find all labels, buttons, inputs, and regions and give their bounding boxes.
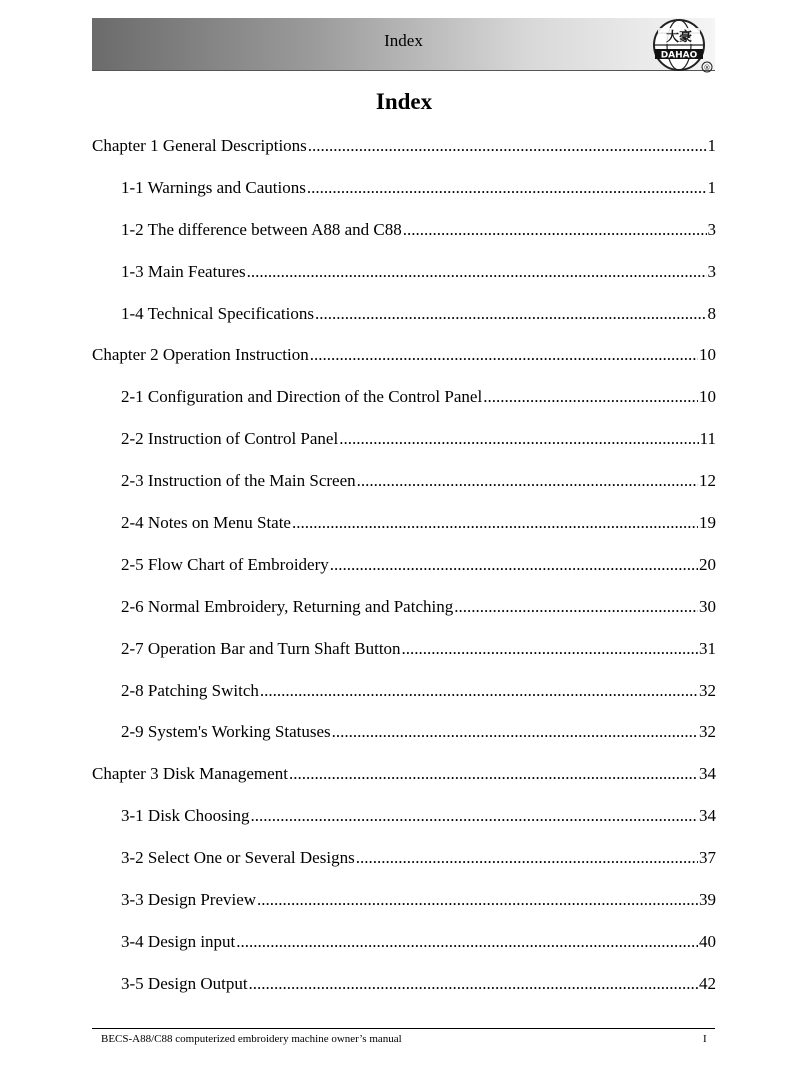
toc-entry-page: 1 xyxy=(707,177,716,197)
toc-dot-leader xyxy=(289,760,698,788)
dahao-logo-icon xyxy=(649,18,715,74)
toc-entry-page: 12 xyxy=(699,471,716,491)
toc-entry-page: 20 xyxy=(699,554,716,574)
toc-dot-leader xyxy=(357,467,698,495)
toc-entry-label: 1-4 Technical Specifications xyxy=(121,303,314,323)
toc-entry-page: 3 xyxy=(707,219,716,239)
toc-dot-leader xyxy=(454,593,698,621)
toc-dot-leader xyxy=(249,970,698,998)
toc-entry-label: 2-5 Flow Chart of Embroidery xyxy=(121,554,329,574)
toc-entry[interactable] xyxy=(92,593,716,635)
footer-divider xyxy=(92,1028,715,1029)
toc-dot-leader xyxy=(330,551,698,579)
toc-entry-page: 40 xyxy=(699,931,716,951)
toc-entry-label: 3-2 Select One or Several Designs xyxy=(121,848,355,868)
toc-entry-page: 42 xyxy=(699,973,716,993)
toc-entry-page: 34 xyxy=(699,764,716,784)
logo-text: DAHAO xyxy=(660,50,698,61)
toc-entry-page: 10 xyxy=(699,345,716,365)
toc-entry-label: Chapter 1 General Descriptions xyxy=(92,136,307,155)
toc-entry[interactable] xyxy=(92,970,716,1012)
toc-entry-label: 2-1 Configuration and Direction of the Control Panel xyxy=(121,387,483,407)
toc-entry[interactable] xyxy=(92,258,716,300)
footer-text: BECS-A88/C88 computerized embroidery machine owner’s manual xyxy=(101,1033,402,1045)
toc-entry-label: 2-3 Instruction of the Main Screen xyxy=(121,471,356,491)
toc-entry-label: 3-5 Design Output xyxy=(121,973,248,993)
toc-entry[interactable] xyxy=(92,216,716,258)
toc-dot-leader xyxy=(257,886,698,914)
toc-entry[interactable] xyxy=(92,509,716,551)
toc-dot-leader xyxy=(315,300,707,328)
toc-dot-leader xyxy=(236,928,698,956)
page-title: Index xyxy=(375,89,433,114)
toc-entry-label: Chapter 2 Operation Instruction xyxy=(92,345,309,365)
toc-entry-label: 1-2 The difference between A88 and C88 xyxy=(121,219,402,239)
toc-dot-leader xyxy=(260,677,698,705)
toc-entry[interactable] xyxy=(92,844,716,886)
table-of-contents xyxy=(92,132,716,1012)
toc-entry[interactable] xyxy=(92,132,716,174)
toc-dot-leader xyxy=(402,635,698,663)
toc-entry[interactable] xyxy=(92,383,716,425)
svg-text:大豪: 大豪 xyxy=(665,30,693,45)
toc-entry-page: 1 xyxy=(707,136,716,155)
toc-dot-leader xyxy=(250,802,698,830)
toc-dot-leader xyxy=(308,132,707,160)
toc-entry-page: 32 xyxy=(699,722,716,742)
toc-entry-page: 10 xyxy=(699,387,716,407)
toc-entry-label: 1-1 Warnings and Cautions xyxy=(121,177,306,197)
toc-entry-page: 32 xyxy=(699,680,716,700)
toc-entry[interactable] xyxy=(92,928,716,970)
toc-entry-label: 3-1 Disk Choosing xyxy=(121,806,250,826)
toc-entry-label: 2-4 Notes on Menu State xyxy=(121,513,291,533)
toc-dot-leader xyxy=(310,341,698,369)
toc-entry-page: 34 xyxy=(699,806,716,826)
toc-dot-leader xyxy=(403,216,707,244)
registered-mark: ® xyxy=(703,64,711,72)
toc-entry-label: 2-7 Operation Bar and Turn Shaft Button xyxy=(121,638,401,658)
toc-entry[interactable] xyxy=(92,760,716,802)
toc-entry[interactable] xyxy=(92,174,716,216)
toc-entry-label: 2-9 System's Working Statuses xyxy=(121,722,331,742)
header-title: Index xyxy=(384,31,423,50)
toc-entry-label: 2-8 Patching Switch xyxy=(121,680,259,700)
toc-dot-leader xyxy=(247,258,707,286)
toc-entry[interactable] xyxy=(92,886,716,928)
toc-entry[interactable] xyxy=(92,718,716,760)
footer-page-number: I xyxy=(703,1033,707,1045)
toc-dot-leader xyxy=(356,844,698,872)
toc-entry-page: 39 xyxy=(699,890,716,910)
toc-entry[interactable] xyxy=(92,635,716,677)
toc-entry-label: 2-2 Instruction of Control Panel xyxy=(121,429,339,449)
toc-entry[interactable] xyxy=(92,467,716,509)
toc-entry-label: 3-4 Design input xyxy=(121,931,236,951)
toc-dot-leader xyxy=(307,174,707,202)
page-header xyxy=(92,18,715,71)
toc-entry[interactable] xyxy=(92,300,716,342)
toc-dot-leader xyxy=(292,509,698,537)
toc-entry-label: 3-3 Design Preview xyxy=(121,890,257,910)
toc-dot-leader xyxy=(483,383,698,411)
toc-entry-label: 2-6 Normal Embroidery, Returning and Patching xyxy=(121,596,454,616)
toc-entry-label: 1-3 Main Features xyxy=(121,261,246,281)
toc-entry-label: Chapter 3 Disk Management xyxy=(92,764,288,784)
toc-entry[interactable] xyxy=(92,551,716,593)
toc-entry-page: 19 xyxy=(699,513,716,533)
toc-entry[interactable] xyxy=(92,677,716,719)
toc-entry-page: 37 xyxy=(699,848,716,868)
toc-entry-page: 11 xyxy=(699,429,716,449)
toc-entry[interactable] xyxy=(92,802,716,844)
toc-dot-leader xyxy=(332,718,698,746)
toc-entry-page: 8 xyxy=(707,303,716,323)
toc-entry-page: 3 xyxy=(707,261,716,281)
toc-dot-leader xyxy=(339,425,698,453)
toc-entry[interactable] xyxy=(92,341,716,383)
toc-entry-page: 30 xyxy=(699,596,716,616)
toc-entry[interactable] xyxy=(92,425,716,467)
toc-entry-page: 31 xyxy=(699,638,716,658)
